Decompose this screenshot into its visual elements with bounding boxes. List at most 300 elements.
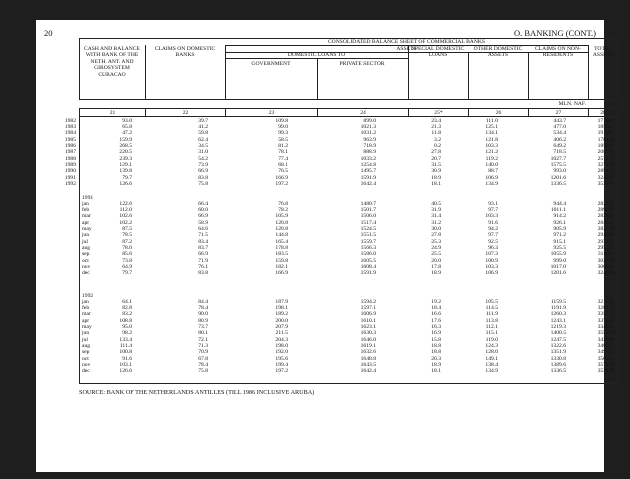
table-cell: 39.7 xyxy=(198,117,208,124)
table-cell: 1017.0 xyxy=(550,263,566,270)
table-cell: 1630.3 xyxy=(360,330,376,337)
table-cell: 18.8 xyxy=(431,342,441,349)
vrule-right-body xyxy=(617,108,618,383)
table-cell: 963.9 xyxy=(363,136,376,143)
table-cell: 1389.6 xyxy=(550,361,566,368)
column-header-other-domestic-assets: OTHER DOMESTIC ASSETS xyxy=(473,46,523,59)
table-cell: 3531.6 xyxy=(597,368,613,375)
table-cell: 97.7 xyxy=(488,232,498,239)
table-cell: 103.3 xyxy=(485,263,498,270)
table-cell: 19.2 xyxy=(431,298,441,305)
table-cell: 3214.8 xyxy=(597,298,613,305)
table-cell: 182.1 xyxy=(275,263,288,270)
column-header-total-assets: TOTAL ASSETS xyxy=(592,46,614,59)
table-cell: 1648.8 xyxy=(360,355,376,362)
table-cell: 204.3 xyxy=(275,336,288,343)
table-cell: 183.5 xyxy=(275,251,288,258)
row-label: 1991 xyxy=(64,174,76,181)
table-cell: 18.1 xyxy=(431,368,441,375)
table-cell: 2828.2 xyxy=(597,213,613,220)
table-cell: 195.6 xyxy=(275,355,288,362)
vrule-left xyxy=(79,38,80,99)
row-label: jul xyxy=(82,238,88,245)
table-cell: 1551.5 xyxy=(360,232,376,239)
table-cell: 71.5 xyxy=(198,232,208,239)
table-cell: 888.9 xyxy=(363,149,376,156)
table-cell: 30.9 xyxy=(431,168,441,175)
table-cell: 76.8 xyxy=(278,200,288,207)
table-cell: 111.9 xyxy=(485,311,498,318)
table-cell: 138.4 xyxy=(485,361,498,368)
table-cell: 80.9 xyxy=(198,317,208,324)
table-cell: 62.4 xyxy=(198,136,208,143)
table-cell: 20.7 xyxy=(431,155,441,162)
table-cell: 3110.5 xyxy=(597,251,613,258)
table-cell: 2953.6 xyxy=(597,244,613,251)
table-cell: 2848.3 xyxy=(597,219,613,226)
table-cell: 1632.6 xyxy=(360,349,376,356)
row-label: apr xyxy=(82,219,90,226)
row-labels xyxy=(40,118,76,188)
table-cell: 125.1 xyxy=(485,123,498,130)
value-column xyxy=(326,299,376,375)
table-cell: 128.0 xyxy=(485,349,498,356)
value-column xyxy=(158,299,208,375)
table-cell: 16.6 xyxy=(431,311,441,318)
table-cell: 103.3 xyxy=(485,142,498,149)
row-label: 1988 xyxy=(64,155,76,162)
table-cell: 111.4 xyxy=(119,342,132,349)
table-cell: 3357.9 xyxy=(597,311,613,318)
table-cell: 72.1 xyxy=(198,336,208,343)
vrule xyxy=(408,45,409,99)
table-cell: 93.0 xyxy=(122,117,132,124)
row-label: feb xyxy=(82,304,90,311)
table-cell: 1605.5 xyxy=(360,257,376,264)
table-cell: 159.9 xyxy=(119,136,132,143)
table-cell: 0.2 xyxy=(434,142,441,149)
row-label: 1982 xyxy=(64,117,76,124)
table-cell: 73.9 xyxy=(198,161,208,168)
table-cell: 102.6 xyxy=(119,213,132,220)
table-cell: 534.4 xyxy=(553,130,566,137)
table-cell: 2825.5 xyxy=(597,200,613,207)
value-column xyxy=(516,201,566,277)
table-cell: 126.6 xyxy=(119,368,132,375)
vrule xyxy=(528,52,529,99)
page-number: 20 xyxy=(44,28,53,38)
table-cell: 1201.6 xyxy=(550,270,566,277)
table-cell: 1850.7 xyxy=(597,123,613,130)
table-cell: 915.1 xyxy=(553,238,566,245)
table-cell: 187.9 xyxy=(275,298,288,305)
table-cell: 197.2 xyxy=(275,368,288,375)
table-cell: 120.8 xyxy=(275,225,288,232)
table-cell: 68.1 xyxy=(278,161,288,168)
table-cell: 1719.6 xyxy=(597,117,613,124)
table-cell: 3552.5 xyxy=(597,330,613,337)
table-cell: 1201.6 xyxy=(550,174,566,181)
row-label: 1987 xyxy=(64,149,76,156)
table-cell: 1594.2 xyxy=(360,298,376,305)
table-cell: 82.8 xyxy=(122,304,132,311)
table-cell: 78.4 xyxy=(198,304,208,311)
table-cell: 98.2 xyxy=(122,330,132,337)
row-label: jun xyxy=(82,330,90,337)
table-cell: 84.4 xyxy=(198,298,208,305)
column-number: 28 xyxy=(600,109,606,116)
table-cell: 3.2 xyxy=(434,136,441,143)
table-cell: 166.9 xyxy=(275,174,288,181)
table-cell: 1606.9 xyxy=(360,311,376,318)
vrule xyxy=(145,45,146,99)
value-column xyxy=(82,201,132,277)
table-cell: 3349.4 xyxy=(597,323,613,330)
section-title: O. BANKING (CONT.) xyxy=(514,28,596,38)
table-cell: 133.4 xyxy=(119,336,132,343)
table-cell: 1501.7 xyxy=(360,206,376,213)
table-cell: 18.9 xyxy=(431,270,441,277)
table-cell: 1191.9 xyxy=(550,304,566,311)
table-cell: 2891.7 xyxy=(597,168,613,175)
table-cell: 78.4 xyxy=(198,361,208,368)
table-cell: 103.3 xyxy=(485,213,498,220)
table-cell: 3571.4 xyxy=(597,361,613,368)
table-cell: 100.9 xyxy=(485,257,498,264)
table-cell: 1219.3 xyxy=(550,323,566,330)
row-label: aug xyxy=(82,342,91,349)
value-column xyxy=(391,299,441,375)
table-cell: 87.5 xyxy=(122,225,132,232)
table-cell: 1247.5 xyxy=(550,336,566,343)
table-cell: 94.2 xyxy=(488,225,498,232)
value-column xyxy=(391,201,441,277)
table-cell: 91.6 xyxy=(122,355,132,362)
table-cell: 17.6 xyxy=(431,317,441,324)
table-cell: 134.9 xyxy=(485,368,498,375)
table-cell: 1159.5 xyxy=(550,298,566,305)
table-cell: 1260.3 xyxy=(550,311,566,318)
table-cell: 3031.0 xyxy=(597,257,613,264)
table-cell: 108.8 xyxy=(119,317,132,324)
table-cell: 70.9 xyxy=(198,349,208,356)
vrule-left-body xyxy=(79,108,80,383)
table-cell: 926.1 xyxy=(553,219,566,226)
table-cell: 107.3 xyxy=(485,251,498,258)
table-cell: 15.8 xyxy=(431,336,441,343)
table-cell: 1642.4 xyxy=(360,368,376,375)
table-cell: 34.5 xyxy=(198,142,208,149)
row-label: nov xyxy=(82,263,91,270)
table-cell: 914.2 xyxy=(553,213,566,220)
row-label: sep xyxy=(82,251,90,258)
table-cell: 78.0 xyxy=(122,244,132,251)
table-cell: 121.8 xyxy=(485,136,498,143)
row-label: aug xyxy=(82,244,91,251)
table-cell: 192.0 xyxy=(275,349,288,356)
vrule xyxy=(317,58,318,99)
table-cell: 93.1 xyxy=(488,200,498,207)
row-label: 1992 xyxy=(64,180,76,187)
table-cell: 3249.6 xyxy=(597,174,613,181)
table-cell: 103.1 xyxy=(119,361,132,368)
table-cell: 178.8 xyxy=(275,244,288,251)
table-cell: 105.9 xyxy=(275,213,288,220)
column-number: 27 xyxy=(555,109,562,116)
value-column xyxy=(238,118,288,188)
value-column xyxy=(391,118,441,188)
row-label: may xyxy=(82,225,92,232)
table-cell: 1575.5 xyxy=(550,161,566,168)
table-cell: 3504.1 xyxy=(597,355,613,362)
table-cell: 211.5 xyxy=(275,330,288,337)
table-cell: 999.0 xyxy=(553,257,566,264)
value-column xyxy=(326,201,376,277)
table-cell: 1559.7 xyxy=(360,238,376,245)
table-cell: 31.9 xyxy=(431,206,441,213)
table-cell: 31.5 xyxy=(431,161,441,168)
table-cell: 1400.5 xyxy=(550,330,566,337)
vrule xyxy=(468,52,469,99)
table-cell: 1055.9 xyxy=(550,251,566,258)
table-cell: 1646.0 xyxy=(360,336,376,343)
vrule-right xyxy=(617,38,618,99)
table-cell: 119.0 xyxy=(485,336,498,343)
table-cell: 78.5 xyxy=(122,232,132,239)
table-cell: 1918.0 xyxy=(597,130,613,137)
value-column xyxy=(448,118,498,188)
table-cell: 1027.7 xyxy=(550,155,566,162)
table-cell: 124.3 xyxy=(485,342,498,349)
table-cell: 31.0 xyxy=(198,149,208,156)
table-cell: 27.8 xyxy=(431,149,441,156)
table-cell: 149.1 xyxy=(485,355,498,362)
table-cell: 126.6 xyxy=(119,180,132,187)
table-cell: 88.7 xyxy=(488,168,498,175)
table-cell: 1586.0 xyxy=(360,251,376,258)
table-cell: 18.9 xyxy=(431,174,441,181)
value-column xyxy=(326,118,376,188)
table-cell: 166.9 xyxy=(275,270,288,277)
table-cell: 3531.6 xyxy=(597,180,613,187)
table-title: CONSOLIDATED BALANCE SHEET OF COMMERCIAL BANKS xyxy=(327,38,486,45)
table-cell: 3464.7 xyxy=(597,342,613,349)
row-label: apr xyxy=(82,317,90,324)
table-cell: 129.1 xyxy=(119,161,132,168)
year-heading: 1992 xyxy=(82,292,94,299)
table-cell: 925.5 xyxy=(553,244,566,251)
row-label: jun xyxy=(82,232,90,239)
table-cell: 75.8 xyxy=(198,180,208,187)
table-cell: 64.6 xyxy=(198,225,208,232)
table-cell: 1566.3 xyxy=(360,244,376,251)
row-label: feb xyxy=(82,206,90,213)
table-cell: 944.4 xyxy=(553,200,566,207)
row-label: jan xyxy=(82,200,89,207)
column-header-government: GOVERNMENT xyxy=(251,61,291,67)
value-column xyxy=(82,118,132,188)
column-number: 22 xyxy=(182,109,189,116)
table-cell: 20.0 xyxy=(431,257,441,264)
table-cell: 100.8 xyxy=(119,349,132,356)
table-cell: 1597.1 xyxy=(360,304,376,311)
table-cell: 134.1 xyxy=(485,130,498,137)
table-cell: 80.1 xyxy=(198,330,208,337)
table-cell: 3249.6 xyxy=(597,270,613,277)
table-cell: 1517.4 xyxy=(360,219,376,226)
table-cell: 239.3 xyxy=(119,155,132,162)
assets-label: ASSETS xyxy=(396,45,417,52)
table-cell: 3495.1 xyxy=(597,349,613,356)
table-cell: 905.9 xyxy=(553,225,566,232)
table-cell: 11.8 xyxy=(431,130,441,137)
table-cell: 1506.0 xyxy=(360,213,376,220)
table-cell: 1858.0 xyxy=(597,142,613,149)
value-column xyxy=(563,299,613,375)
table-cell: 87.2 xyxy=(122,238,132,245)
table-cell: 76.1 xyxy=(198,263,208,270)
table-cell: 477.0 xyxy=(553,123,566,130)
row-label: mar xyxy=(82,311,91,318)
table-cell: 60.0 xyxy=(198,206,208,213)
column-header-cash: CASH AND BALANCE WITH BANK OF THE NETH. ANT. AND GIROSYSTEM CURACAO xyxy=(84,46,140,78)
table-cell: 83.4 xyxy=(198,238,208,245)
table-cell: 41.2 xyxy=(198,123,208,130)
table-cell: 90.0 xyxy=(198,311,208,318)
table-cell: 17.8 xyxy=(431,263,441,270)
table-cell: 111.0 xyxy=(485,117,498,124)
table-cell: 106.9 xyxy=(485,270,498,277)
table-cell: 105.5 xyxy=(485,298,498,305)
value-column xyxy=(516,299,566,375)
table-cell: 78.1 xyxy=(278,149,288,156)
domestic-loans-label: DOMESTIC LOANS TO xyxy=(287,52,346,58)
table-cell: 2892.8 xyxy=(597,206,613,213)
table-cell: 85.6 xyxy=(122,251,132,258)
table-cell: 189.2 xyxy=(275,311,288,318)
table-cell: 1351.9 xyxy=(550,349,566,356)
row-label: 1984 xyxy=(64,130,76,137)
table-cell: 66.9 xyxy=(198,168,208,175)
column-number: 21 xyxy=(109,109,116,116)
table-cell: 718.5 xyxy=(553,149,566,156)
table-cell: 1591.9 xyxy=(360,270,376,277)
table-cell: 18.8 xyxy=(431,349,441,356)
table-cell: 1322.6 xyxy=(550,342,566,349)
table-cell: 18.9 xyxy=(431,361,441,368)
table-cell: 113.8 xyxy=(485,317,498,324)
table-cell: 207.9 xyxy=(275,323,288,330)
table-cell: 2086.0 xyxy=(597,149,613,156)
row-label: oct xyxy=(82,355,89,362)
table-cell: 77.4 xyxy=(278,155,288,162)
table-cell: 200.0 xyxy=(275,317,288,324)
rule-bottom xyxy=(79,383,617,384)
column-header-private-sector: PRIVATE SECTOR xyxy=(339,61,385,67)
row-label: mar xyxy=(82,213,91,220)
table-cell: 2827.5 xyxy=(597,225,613,232)
table-cell: 95.0 xyxy=(122,323,132,330)
table-cell: 1643.5 xyxy=(360,361,376,368)
table-cell: 79.7 xyxy=(122,270,132,277)
table-cell: 73.7 xyxy=(198,323,208,330)
table-cell: 140.0 xyxy=(485,161,498,168)
table-cell: 268.5 xyxy=(119,142,132,149)
table-cell: 406.2 xyxy=(553,136,566,143)
table-cell: 83.7 xyxy=(198,244,208,251)
document-page xyxy=(36,20,614,472)
table-cell: 64.9 xyxy=(122,263,132,270)
table-cell: 220.5 xyxy=(119,149,132,156)
table-cell: 96.3 xyxy=(488,244,498,251)
table-cell: 78.2 xyxy=(278,206,288,213)
table-cell: 40.5 xyxy=(431,200,441,207)
column-number: 26 xyxy=(495,109,502,116)
column-header-claims-non-residents: CLAIMS ON NON- RESIDENTS xyxy=(535,46,581,59)
table-cell: 1642.4 xyxy=(360,180,376,187)
table-cell: 3281.4 xyxy=(597,304,613,311)
table-cell: 199.4 xyxy=(275,361,288,368)
column-header-special-domestic-loans: SPECIAL DOMESTIC LOANS xyxy=(411,46,465,59)
table-cell: 99.3 xyxy=(278,130,288,137)
table-cell: 112.0 xyxy=(119,206,132,213)
table-cell: 1021.3 xyxy=(360,123,376,130)
table-cell: 159.8 xyxy=(275,257,288,264)
table-cell: 31.4 xyxy=(431,213,441,220)
table-cell: 2943.0 xyxy=(597,232,613,239)
row-label: dec xyxy=(82,368,90,375)
table-cell: 79.7 xyxy=(122,174,132,181)
table-cell: 115.1 xyxy=(485,330,498,337)
value-column xyxy=(238,201,288,277)
row-label: jul xyxy=(82,336,88,343)
table-cell: 59.8 xyxy=(198,130,208,137)
table-cell: 25.3 xyxy=(431,238,441,245)
table-cell: 134.9 xyxy=(485,180,498,187)
table-cell: 97.7 xyxy=(488,206,498,213)
unit-label: MLN. NAF. xyxy=(558,100,586,107)
value-column xyxy=(82,299,132,375)
table-cell: 649.2 xyxy=(553,142,566,149)
value-column xyxy=(448,299,498,375)
table-cell: 92.5 xyxy=(488,238,498,245)
table-cell: 121.2 xyxy=(485,149,498,156)
table-cell: 31.2 xyxy=(431,219,441,226)
row-label: 1990 xyxy=(64,168,76,175)
table-cell: 1619.1 xyxy=(360,342,376,349)
table-cell: 1623.1 xyxy=(360,323,376,330)
table-cell: 81.2 xyxy=(278,142,288,149)
table-cell: 24.9 xyxy=(431,244,441,251)
table-cell: 1495.7 xyxy=(360,168,376,175)
table-cell: 1608.4 xyxy=(360,263,376,270)
table-cell: 20.3 xyxy=(431,355,441,362)
table-cell: 66.9 xyxy=(198,213,208,220)
table-cell: 3436.0 xyxy=(597,336,613,343)
column-number: 25* xyxy=(434,109,443,116)
table-cell: 112.1 xyxy=(485,323,498,330)
table-cell: 18.1 xyxy=(431,180,441,187)
table-cell: 66.4 xyxy=(198,200,208,207)
value-column xyxy=(238,299,288,375)
row-label: sep xyxy=(82,349,90,356)
table-cell: 3069.5 xyxy=(597,263,613,270)
table-cell: 47.2 xyxy=(122,130,132,137)
table-cell: 71.3 xyxy=(198,342,208,349)
table-cell: 1243.1 xyxy=(550,317,566,324)
value-column xyxy=(516,118,566,188)
table-cell: 75.8 xyxy=(198,368,208,375)
